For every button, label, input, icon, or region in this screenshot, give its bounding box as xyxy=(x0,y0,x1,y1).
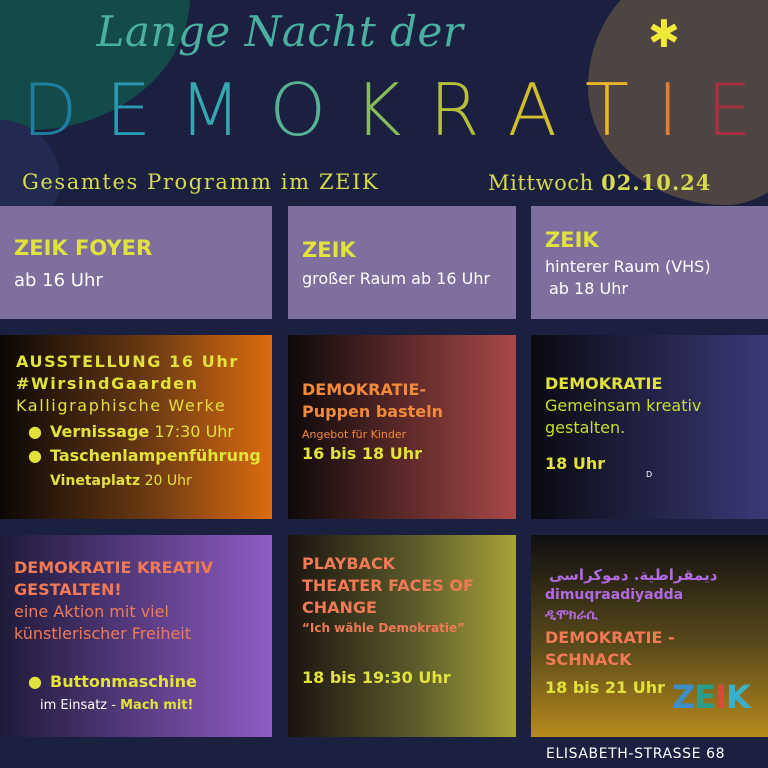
bullet-time: 17:30 Uhr xyxy=(154,422,234,441)
event-title: DEMOKRATIE KREATIV xyxy=(14,558,213,577)
program-subtitle: Gesamtes Programm im ZEIK xyxy=(22,170,380,194)
event-time: 18 bis 21 Uhr xyxy=(545,678,665,697)
event-title-2: THEATER FACES OF xyxy=(302,576,474,595)
einsatz-text: im Einsatz - xyxy=(40,698,116,713)
event-title: DEMOKRATIE - xyxy=(545,628,675,647)
bullet-icon: ● xyxy=(28,446,42,465)
mach-mit-text: Mach mit! xyxy=(120,698,194,713)
event-title-2: SCHNACK xyxy=(545,650,632,669)
bullet-label: Vernissage xyxy=(50,422,150,441)
event-kreativ-gestalten xyxy=(0,535,272,737)
word-somali: dimuqraadiyadda xyxy=(545,587,684,603)
event-day: Mittwoch xyxy=(488,171,594,195)
title-letter: I xyxy=(657,68,679,152)
venue-time: ab 18 Uhr xyxy=(549,279,628,298)
title-letter: O xyxy=(269,68,327,152)
word-arabic: ديمقراطية. دموكراسی xyxy=(549,566,718,584)
tour-time: 20 Uhr xyxy=(144,473,192,489)
title-letter: D xyxy=(22,68,78,152)
event-title-2: GESTALTEN! xyxy=(14,580,122,599)
event-title-3: CHANGE xyxy=(302,598,377,617)
venue-title: ZEIK FOYER xyxy=(14,236,153,260)
venue-grosser-raum xyxy=(288,206,516,319)
event-description: eine Aktion mit viel xyxy=(14,602,169,621)
event-puppen-basteln xyxy=(288,335,516,519)
venue-time: großer Raum ab 16 Uhr xyxy=(302,269,491,288)
tour-location xyxy=(16,471,272,491)
venue-title: ZEIK xyxy=(302,238,356,262)
event-note: Angebot für Kinder xyxy=(302,428,407,441)
event-time: 16 bis 18 Uhr xyxy=(302,444,422,463)
event-date-value: 02.10.24 xyxy=(601,170,712,195)
venue-hinterer-raum xyxy=(531,206,768,319)
bullet-vernissage xyxy=(16,421,272,443)
zeik-logo xyxy=(672,677,750,717)
bullet-icon: ● xyxy=(28,672,42,691)
logo-letter: K xyxy=(725,678,750,716)
word-amharic: ዲሞክራሲ xyxy=(545,607,598,623)
event-title: DEMOKRATIE- xyxy=(302,380,427,399)
venue-title: ZEIK xyxy=(545,228,599,252)
event-date xyxy=(488,170,711,195)
title-letter: K xyxy=(354,68,402,152)
bullet-icon: ● xyxy=(28,422,42,441)
logo-letter: I xyxy=(715,678,726,716)
event-title-demokratie xyxy=(22,70,752,150)
event-time: 18 bis 19:30 Uhr xyxy=(302,668,451,687)
title-letter: E xyxy=(105,68,152,152)
address: ELISABETH-STRASSE 68 xyxy=(546,746,726,762)
title-letter: R xyxy=(429,68,480,152)
event-description-2: gestalten. xyxy=(545,418,626,437)
venue-room: hinterer Raum (VHS) xyxy=(545,257,711,276)
event-title: DEMOKRATIE xyxy=(545,374,663,393)
bullet-taschenlampe xyxy=(16,445,272,467)
event-subtitle-script: Lange Nacht der xyxy=(96,7,464,56)
bullet-label: Taschenlampenführung xyxy=(50,446,261,465)
event-description: Gemeinsam kreativ xyxy=(545,396,702,415)
bullet-buttonmaschine xyxy=(14,671,272,693)
star-icon: ✱ xyxy=(648,12,680,56)
title-letter: T xyxy=(585,68,630,152)
title-letter: E xyxy=(706,68,752,152)
event-playback-theater xyxy=(288,535,516,737)
venue-time: ab 16 Uhr xyxy=(14,270,103,291)
event-title: AUSSTELLUNG 16 Uhr xyxy=(16,352,239,371)
stray-letter: D xyxy=(646,470,653,479)
event-hashtag: #WirsindGaarden xyxy=(16,374,199,393)
event-description: Kalligraphische Werke xyxy=(16,396,227,415)
logo-letter: E xyxy=(694,678,716,716)
title-letter: A xyxy=(507,68,557,152)
event-subtitle: Puppen basteln xyxy=(302,402,443,421)
event-quote: “Ich wähle Demokratie” xyxy=(302,621,466,635)
mitmachen-line xyxy=(14,697,272,715)
event-description-2: künstlerischer Freiheit xyxy=(14,624,192,643)
venue-foyer xyxy=(0,206,272,319)
event-ausstellung xyxy=(0,335,272,519)
logo-letter: Z xyxy=(672,678,695,716)
tour-place: Vinetaplatz xyxy=(50,473,141,489)
event-title: PLAYBACK xyxy=(302,554,396,573)
event-time: 18 Uhr xyxy=(545,454,606,473)
title-letter: M xyxy=(179,68,242,152)
bullet-label: Buttonmaschine xyxy=(50,672,197,691)
event-gemeinsam-kreativ xyxy=(531,335,768,519)
